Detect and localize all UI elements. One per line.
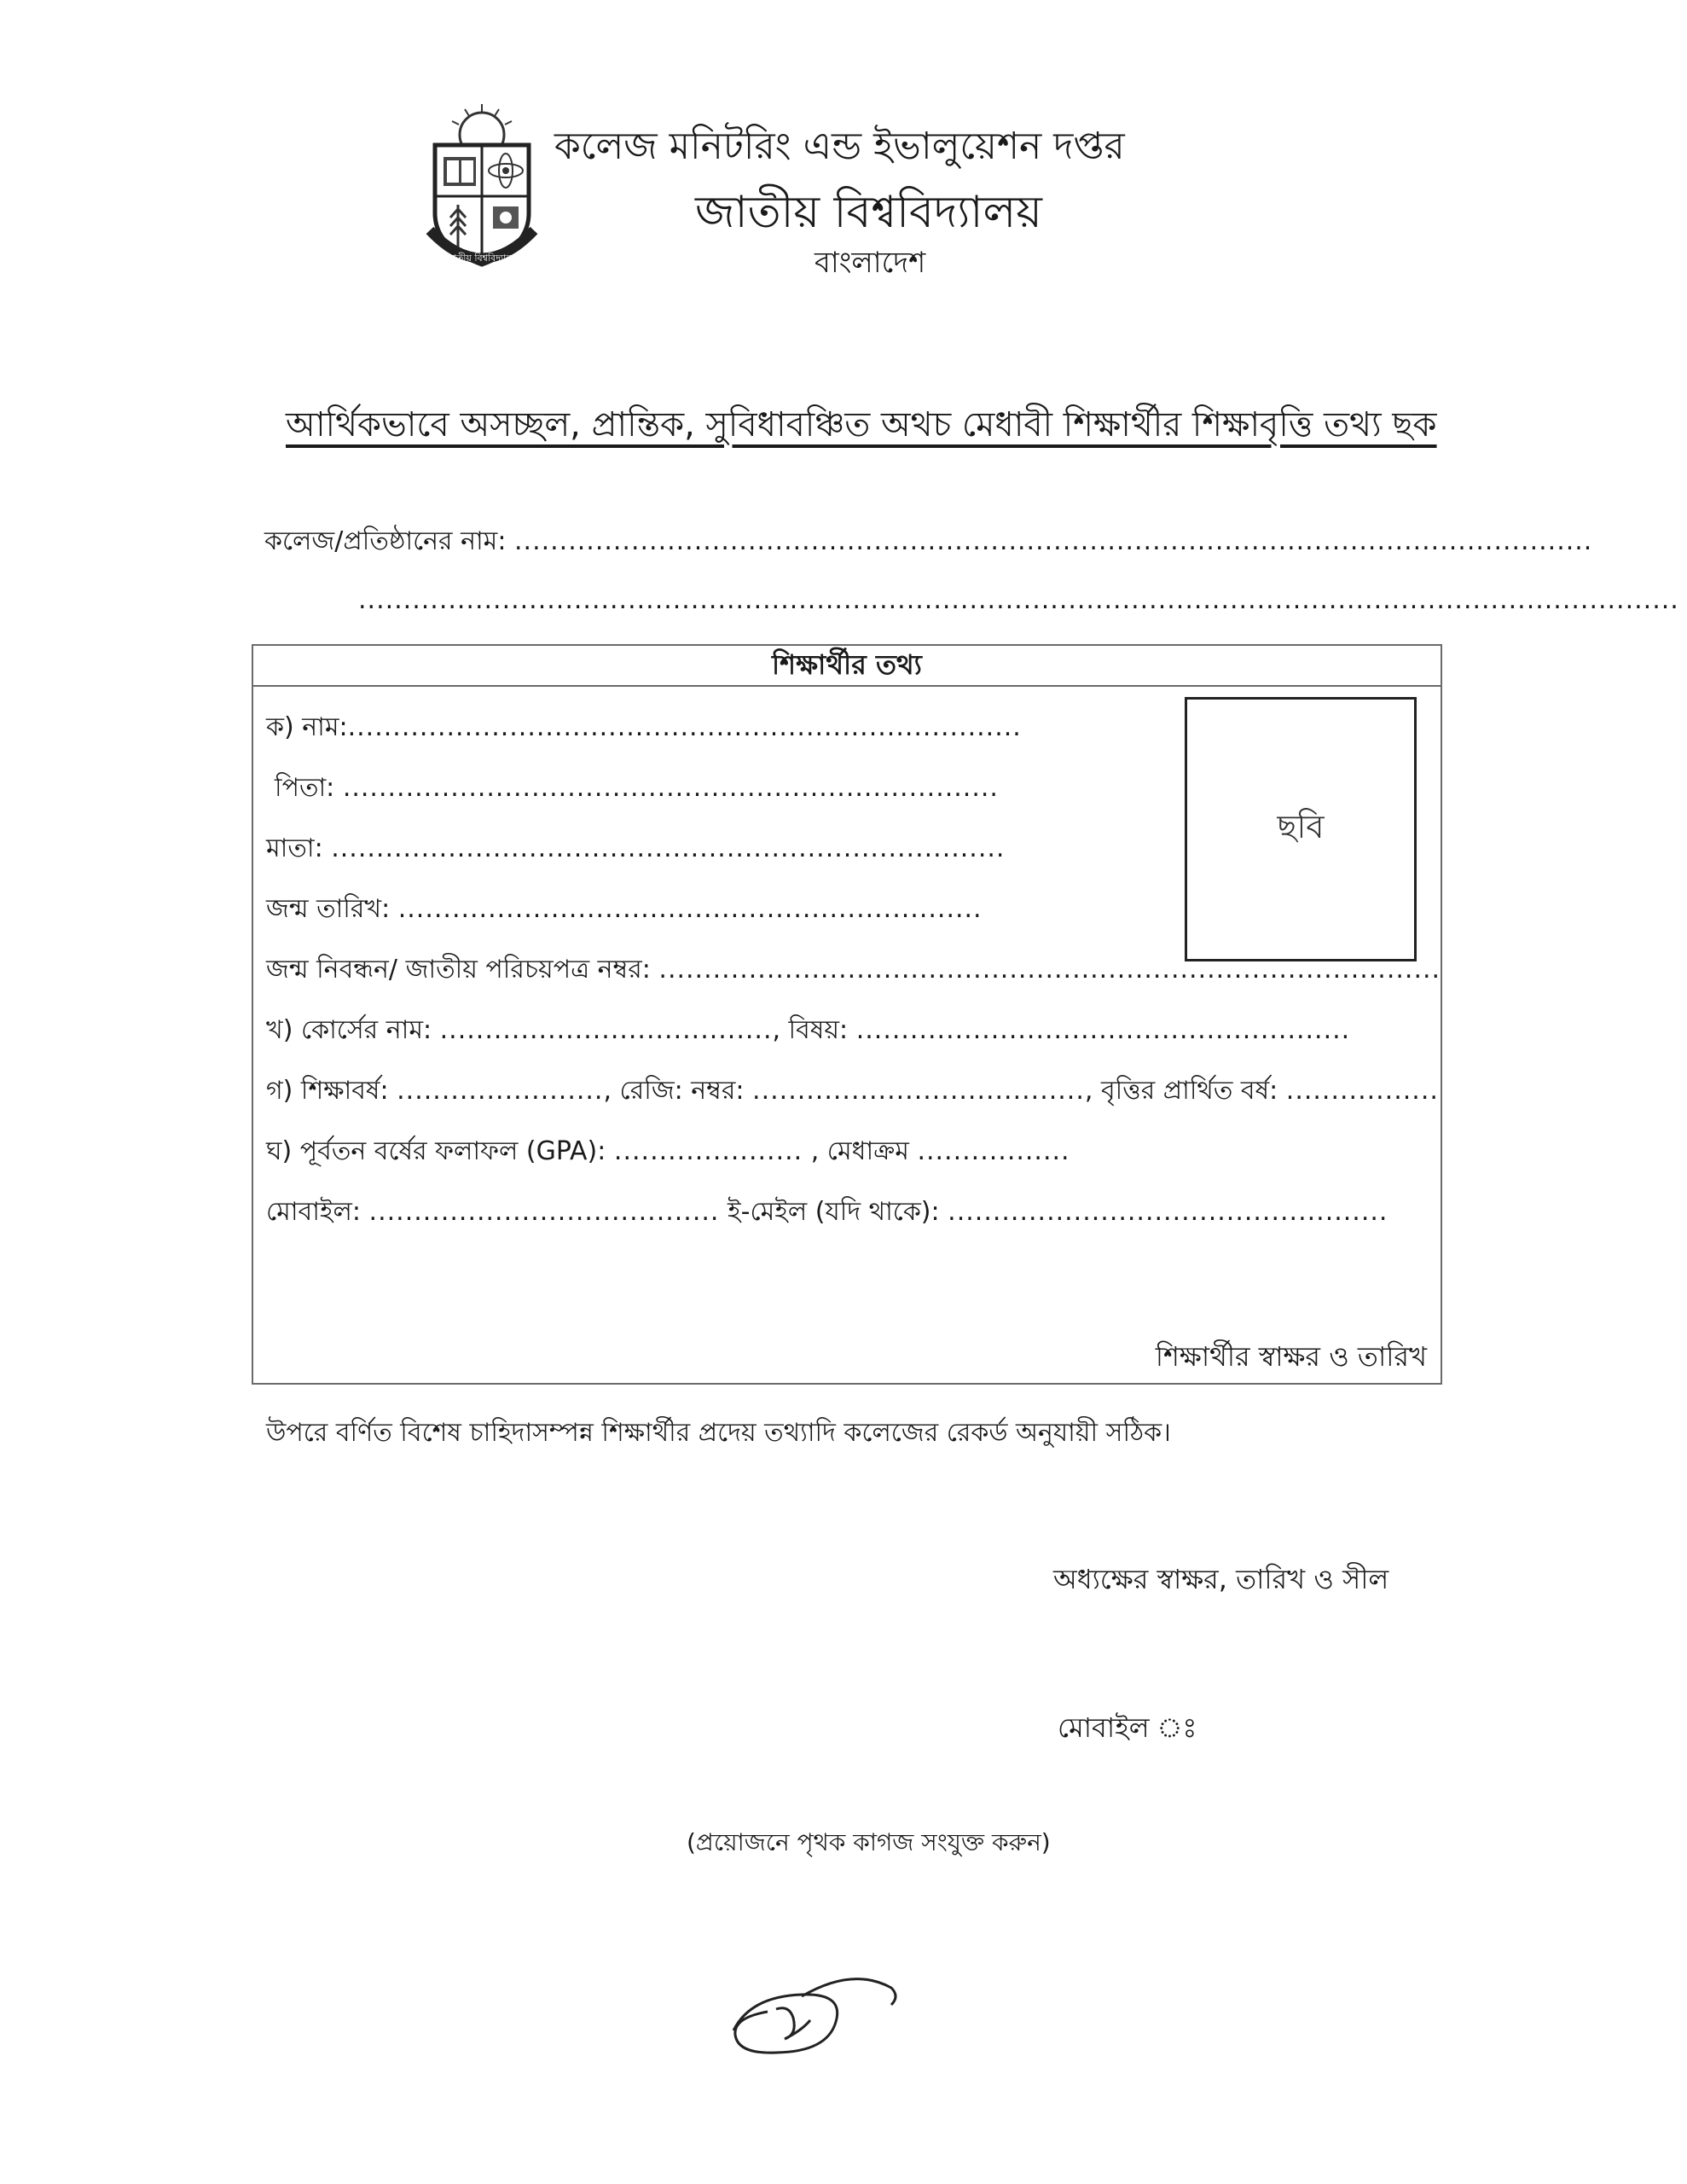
fill-line: ..................................... <box>439 1015 773 1045</box>
nid-field[interactable] <box>266 949 1441 992</box>
session-field[interactable] <box>266 1070 1439 1113</box>
course-label: খ) কোর্সের নাম: <box>266 1015 432 1045</box>
nid-label: জন্ম নিবন্ধন/ জাতীয় পরিচয়পত্র নম্বর: <box>266 955 651 985</box>
email-label: ই-মেইল (যদি থাকে): <box>728 1197 940 1227</box>
fill-line: ................................................................. <box>397 894 983 924</box>
office-name: কলেজ মনিটরিং এন্ড ইভালুয়েশন দপ্তর <box>554 125 1125 168</box>
country-name: বাংলাদেশ <box>815 246 926 280</box>
college-name-field[interactable] <box>264 520 1592 564</box>
fill-line: ..................................... <box>752 1076 1085 1106</box>
photo-label: ছবি <box>1277 808 1325 845</box>
fill-line: ......................................................................... <box>342 773 999 803</box>
fill-line: ........................................................................................................................ <box>514 526 1593 556</box>
fill-line: ........................................................................... <box>347 712 1022 742</box>
fill-line: ....................... <box>397 1076 604 1106</box>
attachment-note: (প্রয়োজনে পৃথক কাগজ সংযুক্ত করুন) <box>687 1828 1051 1856</box>
dob-field[interactable] <box>266 888 983 932</box>
session-label: গ) শিক্ষাবর্ষ: <box>266 1076 389 1106</box>
photo-box[interactable] <box>1185 697 1417 961</box>
gpa-field[interactable] <box>266 1130 1070 1174</box>
university-logo <box>418 102 546 273</box>
fill-line: ................. <box>917 1136 1070 1166</box>
fill-line: ....................................... <box>368 1197 720 1227</box>
student-name-field[interactable] <box>266 706 1022 750</box>
subject-label: , বিষয়: <box>772 1015 849 1045</box>
fill-line: ....................................................................................... <box>658 955 1441 985</box>
svg-text:জাতীয় বিশ্ববিদ্যালয়: জাতীয় বিশ্ববিদ্যালয় <box>444 253 519 264</box>
reg-label: , রেজি: নম্বর: <box>603 1076 745 1106</box>
certification-text: উপরে বর্ণিত বিশেষ চাহিদাসম্পন্ন শিক্ষার্থীর প্রদেয় তথ্যাদি কলেজের রেকর্ড অনুযায়ী সঠিক। <box>266 1418 1171 1448</box>
university-name: জাতীয় বিশ্ববিদ্যালয় <box>695 187 1042 238</box>
father-name-field[interactable] <box>275 767 999 810</box>
principal-mobile-label: মোবাইল ঃ <box>1058 1711 1197 1744</box>
mother-name-label: মাতা: <box>266 834 323 863</box>
father-name-label: পিতা: <box>275 773 335 803</box>
student-signature-label: শিক্ষার্থীর স্বাক্ষর ও তারিখ <box>1155 1340 1427 1373</box>
fill-line: ................. <box>1285 1076 1439 1106</box>
fill-line: ................................................. <box>948 1197 1388 1227</box>
college-name-label: কলেজ/প্রতিষ্ঠানের নাম: <box>264 526 507 556</box>
mother-name-field[interactable] <box>266 828 1005 871</box>
principal-signature-label: অধ্যক্ষের স্বাক্ষর, তারিখ ও সীল <box>1053 1563 1389 1595</box>
form-title: আর্থিকভাবে অসচ্ছল, প্রান্তিক, সুবিধাবঞ্চিত অথচ মেধাবী শিক্ষার্থীর শিক্ষাবৃত্তি তথ্য ছক <box>286 405 1437 444</box>
fill-line: ........................................................................... <box>331 834 1006 863</box>
gpa-label: ঘ) পূর্বতন বর্ষের ফলাফল (GPA): <box>266 1136 606 1166</box>
fill-line: ..................... <box>613 1136 803 1166</box>
fill-line: ................................................................................................................................................... <box>358 585 1679 615</box>
handwritten-initials <box>725 1971 904 2065</box>
student-info-heading: শিক্ষার্থীর তথ্য <box>252 644 1442 687</box>
fill-line: ....................................................... <box>855 1015 1351 1045</box>
course-field[interactable] <box>266 1009 1350 1053</box>
contact-field[interactable] <box>266 1191 1388 1234</box>
scholarship-year-label: , বৃত্তির প্রার্থিত বর্ষ: <box>1084 1076 1278 1106</box>
dob-label: জন্ম তারিখ: <box>266 894 391 924</box>
student-name-label: ক) নাম: <box>266 712 348 742</box>
mobile-label: মোবাইল: <box>266 1197 361 1227</box>
college-name-field-continued[interactable] <box>358 585 1679 615</box>
merit-label: , মেধাক্রম <box>810 1136 909 1166</box>
